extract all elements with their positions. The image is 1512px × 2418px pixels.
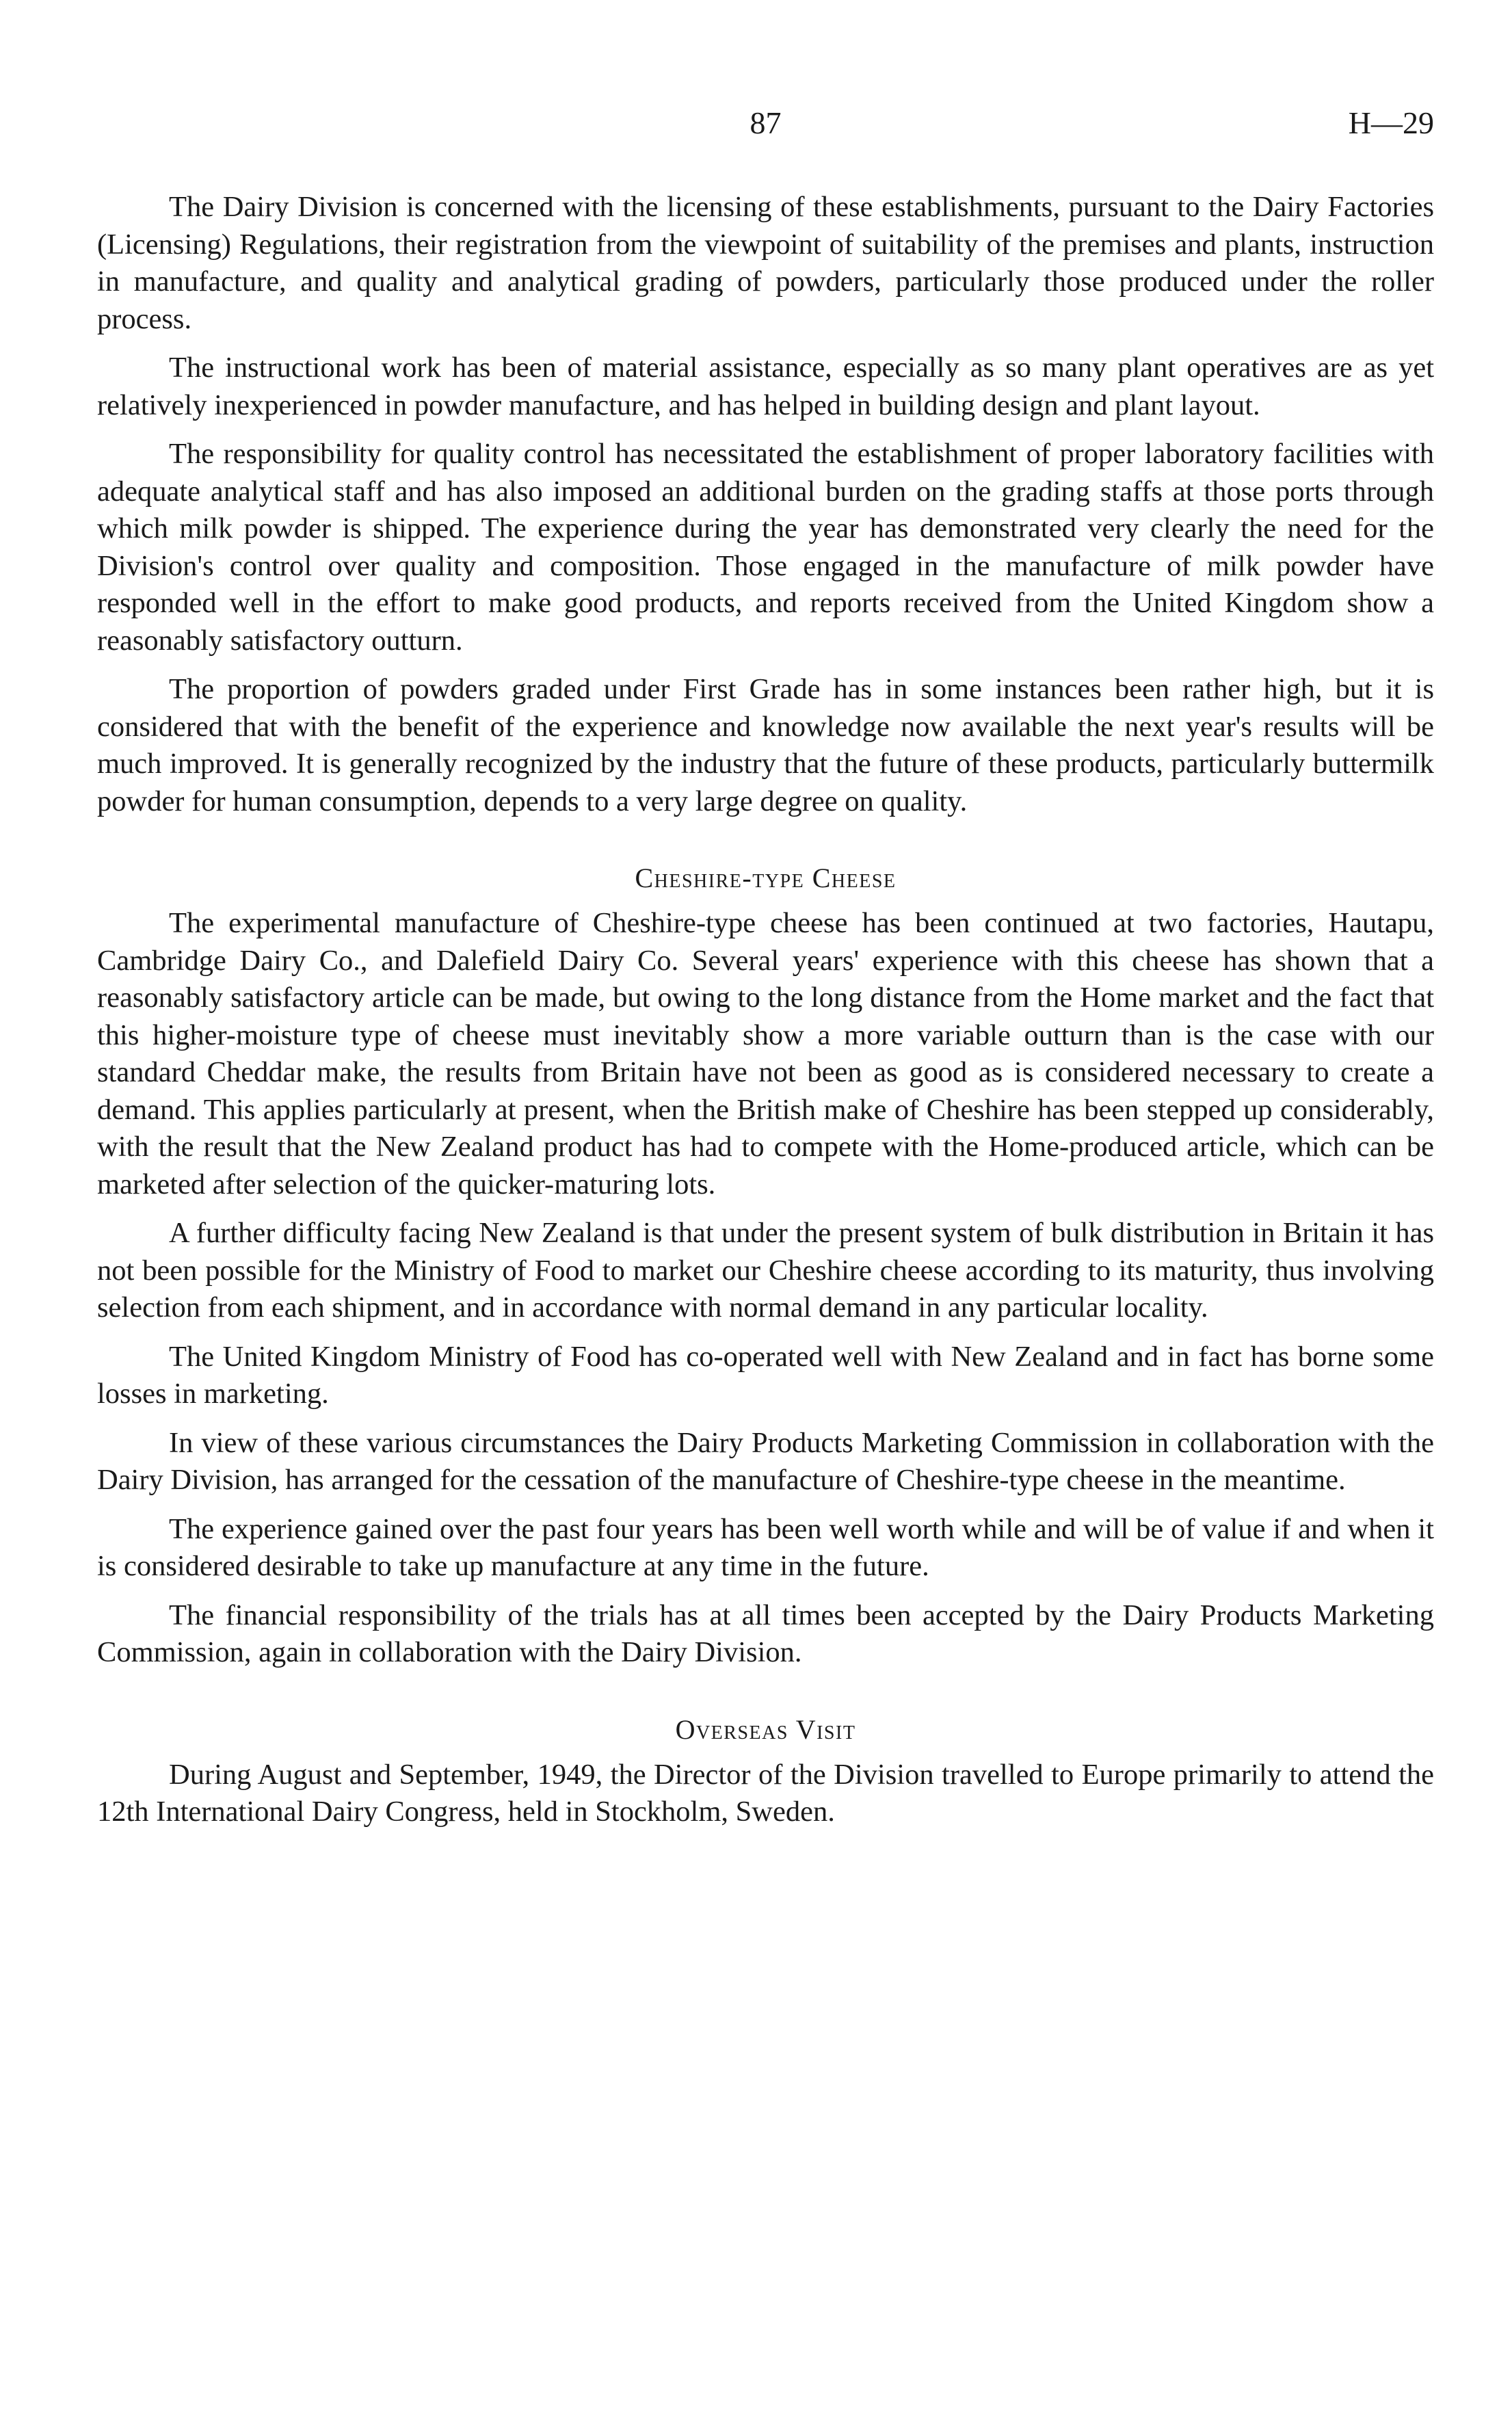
- document-reference: H—29: [1348, 105, 1434, 140]
- paragraph: During August and September, 1949, the Director of the Division travelled to Europe primarily to attend the 12th International Dairy Congress, held in Stockholm, Sweden.: [97, 1758, 1434, 1828]
- paragraph: In view of these various circumstances the Dairy Products Marketing Commission in collaboration with the Dairy Division, has arranged for the cessation of the manufacture of Cheshire-type cheese in the meantime.: [97, 1426, 1434, 1496]
- paragraph: The experience gained over the past four years has been well worth while and will be of value if and when it is considered desirable to take up manufacture at any time in the future.: [97, 1512, 1434, 1582]
- paragraph: A further difficulty facing New Zealand is that under the present system of bulk distribution in Britain it has not been possible for the Ministry of Food to market our Cheshire cheese according to its maturity, thus involving selection from each shipment, and in accordance with normal demand in any particular locality.: [97, 1217, 1434, 1324]
- document-page: [97, 103, 1434, 1843]
- section-overseas-visit: [97, 1711, 1434, 1831]
- page-number: 87: [750, 105, 782, 140]
- section-powder-intro: [97, 189, 1434, 820]
- section-cheshire-cheese: [97, 860, 1434, 1672]
- section-heading: Cheshire-type Cheese: [635, 863, 897, 893]
- paragraph: The experimental manufacture of Cheshire-type cheese has been continued at two factories, Hautapu, Cambridge Dairy Co., and Dalefield Dairy Co. Several years' experience with this cheese has shown that a reasonably satisfactory article can be made, but owing to the long distance from the Home market and the fact that this higher-moisture type of cheese must inevitably show a more variable outturn than is the case with our standard Cheddar make, the results from Britain have not been as good as is considered necessary to create a demand. This applies particularly at present, when the British make of Cheshire has been stepped up considerably, with the result that the New Zealand product has had to compete with the Home-produced article, which can be marketed after selection of the quicker-maturing lots.: [97, 907, 1434, 1200]
- page-header: [97, 103, 1434, 157]
- paragraph: The financial responsibility of the trials has at all times been accepted by the Dairy Products Marketing Commission, again in collaboration with the Dairy Division.: [97, 1599, 1434, 1668]
- paragraph: The responsibility for quality control has necessitated the establishment of proper laboratory facilities with adequate analytical staff and has also imposed an additional burden on the grading staffs at those ports through which milk powder is shipped. The experience during the year has demonstrated very clearly the need for the Division's control over quality and composition. Those engaged in the manufacture of milk powder have responded well in the effort to make good products, and reports received from the United Kingdom show a reasonably satisfactory outturn.: [97, 438, 1434, 657]
- section-heading: Overseas Visit: [675, 1713, 856, 1745]
- paragraph: The instructional work has been of material assistance, especially as so many plant operatives are as yet relatively inexperienced in powder manufacture, and has helped in building design and plant layout.: [97, 352, 1434, 421]
- paragraph: The proportion of powders graded under First Grade has in some instances been rather high, but it is considered that with the benefit of the experience and knowledge now available the next year's results will be much improved. It is generally recognized by the industry that the future of these products, particularly buttermilk powder for human consumption, depends to a very large degree on quality.: [97, 673, 1434, 817]
- paragraph: The Dairy Division is concerned with the licensing of these establishments, pursuant to the Dairy Factories (Licensing) Regulations, their registration from the viewpoint of suitability of the premises and plants, instruction in manufacture, and quality and analytical grading of powders, particularly those produced under the roller process.: [97, 191, 1434, 335]
- paragraph: The United Kingdom Ministry of Food has co-operated well with New Zealand and in fact has borne some losses in marketing.: [97, 1340, 1434, 1410]
